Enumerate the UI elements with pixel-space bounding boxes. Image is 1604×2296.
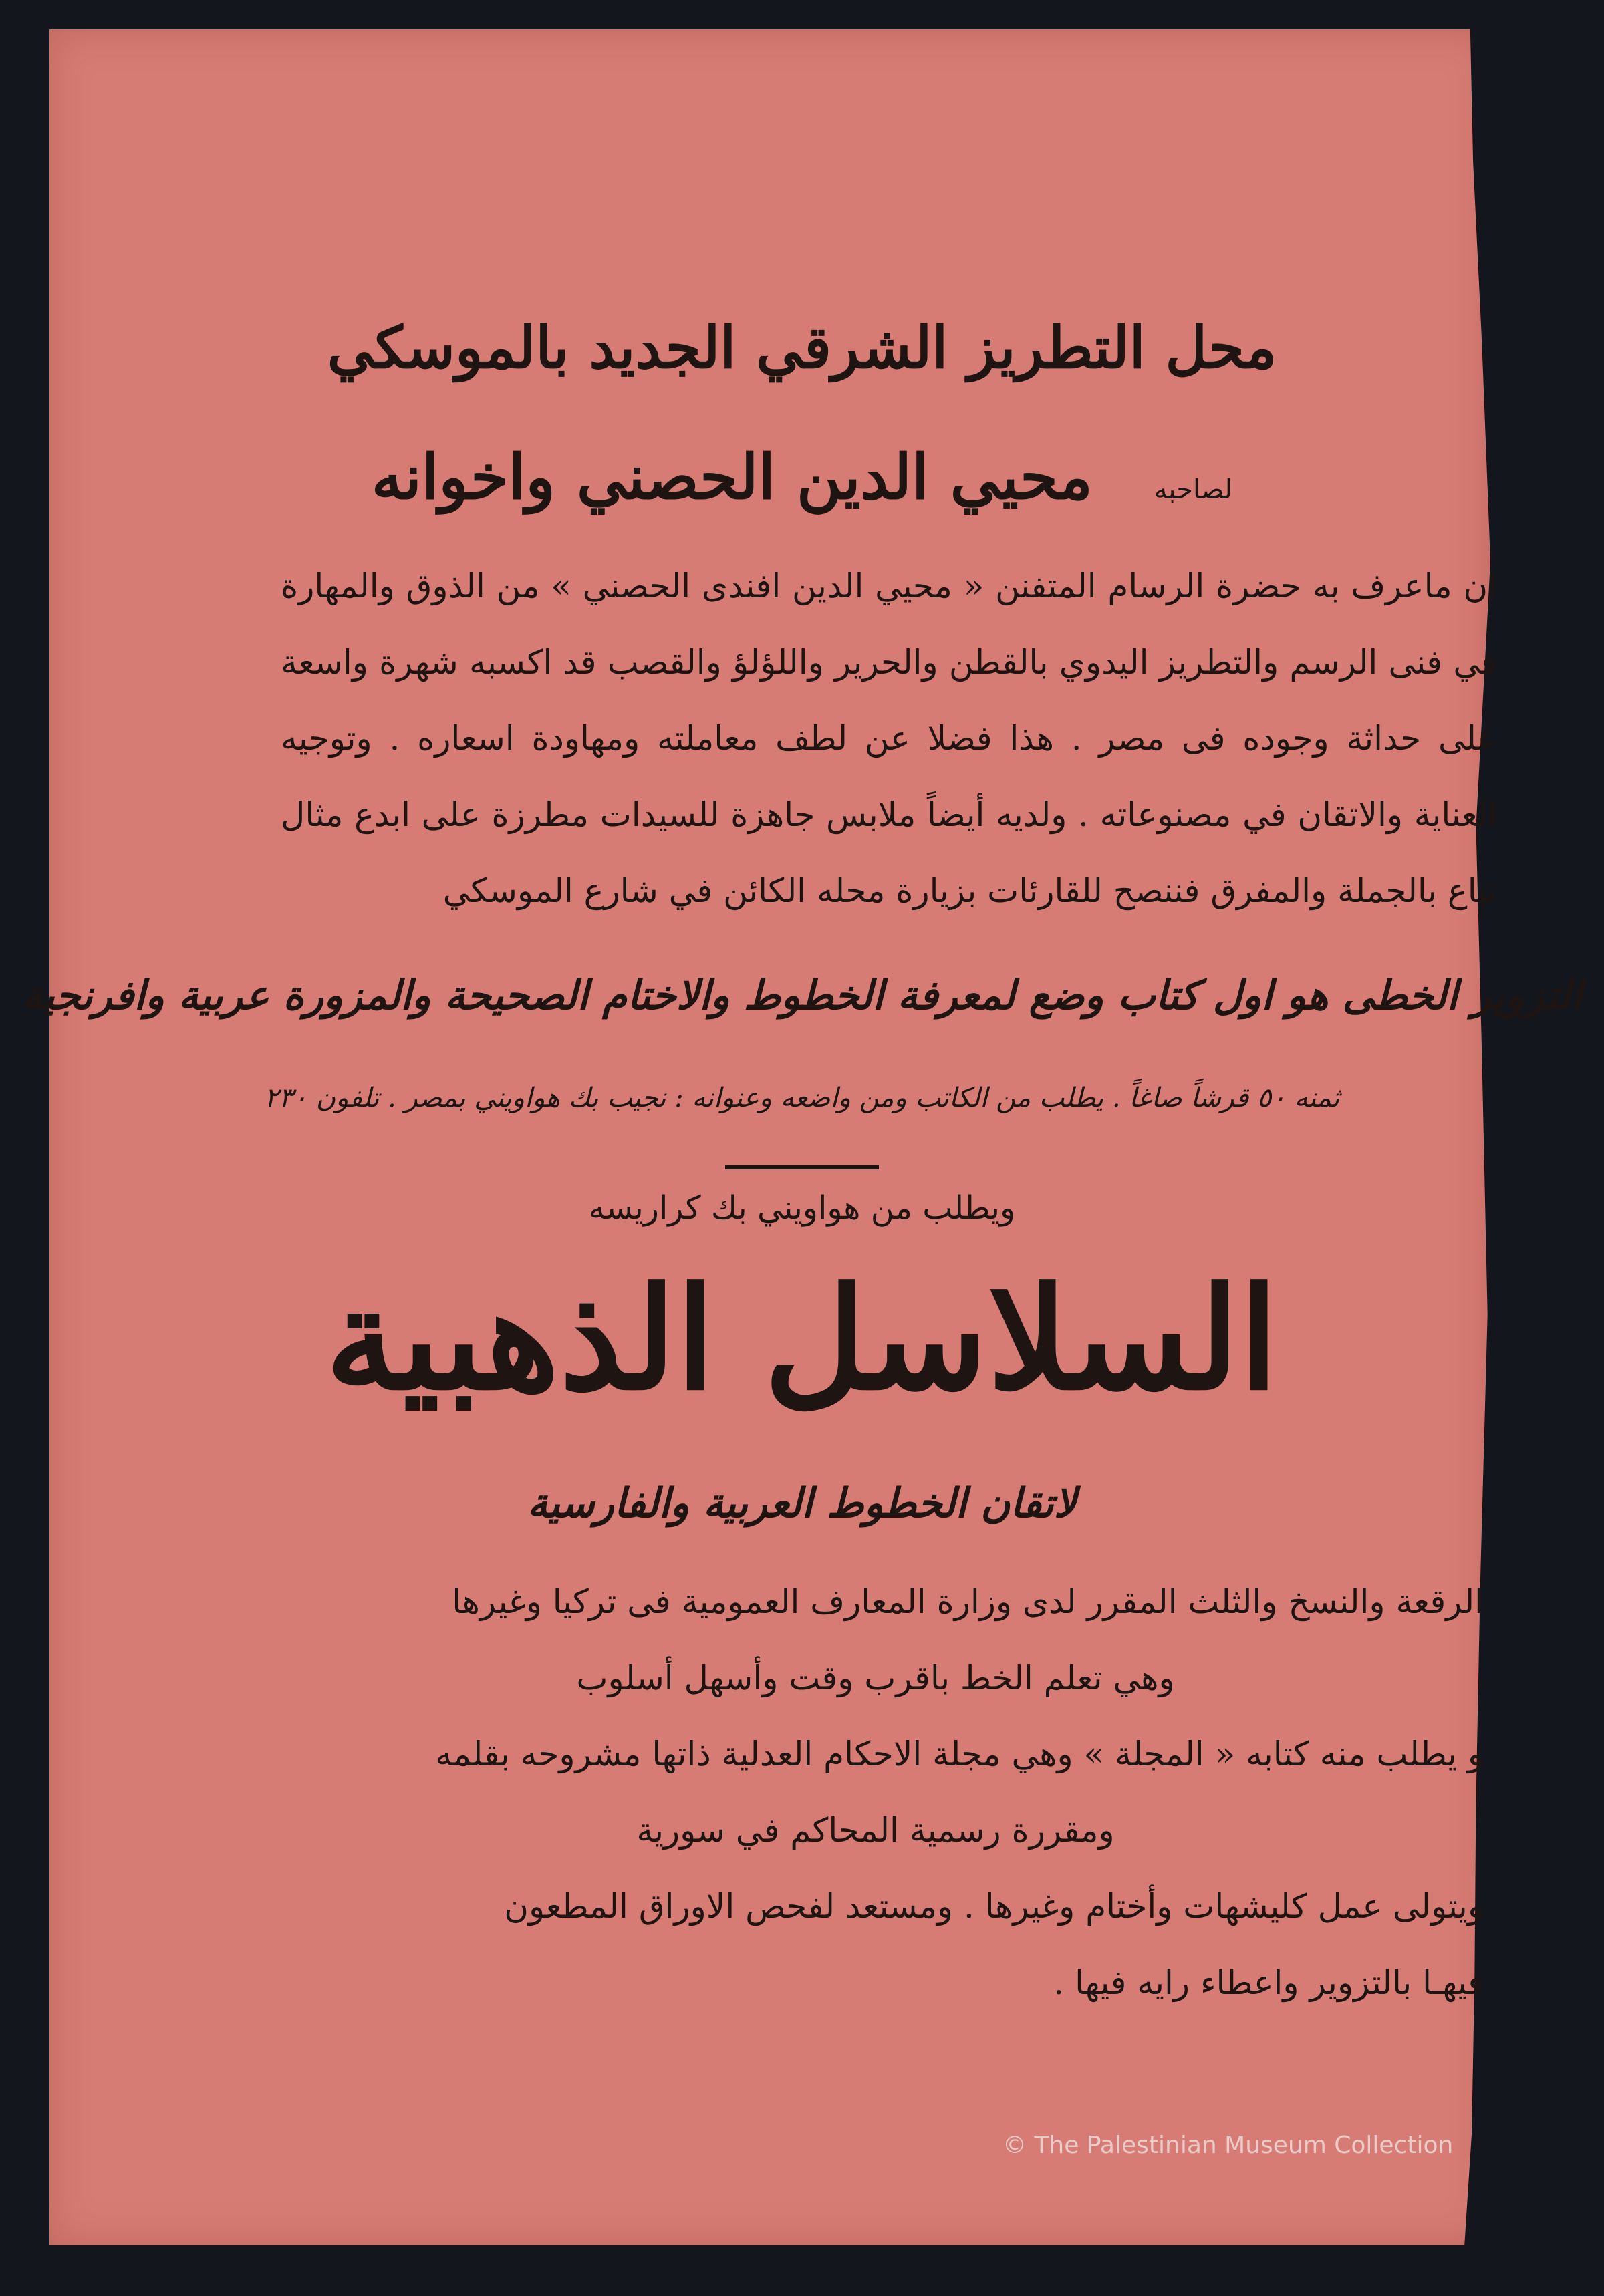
text-line: ويتولى عمل كليشهات وأختام وغيرها . ومستعد لفحص الاوراق المطعون <box>504 1887 1484 1926</box>
book-description <box>267 1564 1484 2021</box>
copyright-watermark: © The Palestinian Museum Collection <box>1002 2132 1454 2159</box>
shop-description: ان ماعرف به حضرة الرسام المتفنن « محيي الدين افندى الحصني » من الذوق والمهارة في فنى الرسم والتطريز اليدوي بالقطن والحرير واللؤلؤ والقصب قد اكسبه شهرة واسعة على حداثة وجوده فى مصر . هذا فضلا عن لطف معاملته ومهاودة اسعاره . وتوجيه العناية والاتقان في مصنوعاته . ولديه أيضاً ملابس جاهزة للسيدات مطرزة على ابدع مثال تباع بالجملة والمفرق فننصح للقارئات بزيارة محله الكائن في شارع الموسكي <box>281 567 1497 910</box>
text-line: وهي تعلم الخط باقرب وقت وأسهل أسلوب <box>576 1659 1175 1697</box>
divider-rule <box>725 1165 879 1169</box>
owner-heading <box>0 441 1604 513</box>
owner-name: محيي الدين الحصني واخوانه <box>371 441 1093 513</box>
order-line: ويطلب من هواويني بك كراريسه <box>588 1189 1016 1227</box>
text-line: فيهـا بالتزوير واعطاء رايه فيها . <box>1053 1963 1484 2002</box>
subtitle: لاتقان الخطوط العربية والفارسية <box>527 1480 1077 1527</box>
big-title: السلاسل الذهبية <box>325 1256 1279 1421</box>
text-line: الرقعة والنسخ والثلث المقرر لدى وزارة المعارف العمومية فى تركيا وغيرها <box>452 1582 1484 1621</box>
price-line: ثمنه ٥٠ قرشاً صاغاً . يطلب من الكاتب ومن واضعه وعنوانه : نجيب بك هواويني بمصر . تلفون ٢٣٠ <box>264 1083 1340 1113</box>
text-line: و يطلب منه كتابه « المجلة » وهي مجلة الاحكام العدلية ذاتها مشروحه بقلمه <box>435 1735 1484 1773</box>
book-heading: التزوير الخطى هو اول كتاب وضع لمعرفة الخطوط والاختام الصحيحة والمزورة عربية وافرنجية <box>21 972 1583 1019</box>
text-line: ومقررة رسمية المحاكم في سورية <box>636 1811 1115 1850</box>
owner-label: لصاحبه <box>1154 474 1233 505</box>
shop-heading: محل التطريز الشرقي الجديد بالموسكي <box>327 314 1277 382</box>
